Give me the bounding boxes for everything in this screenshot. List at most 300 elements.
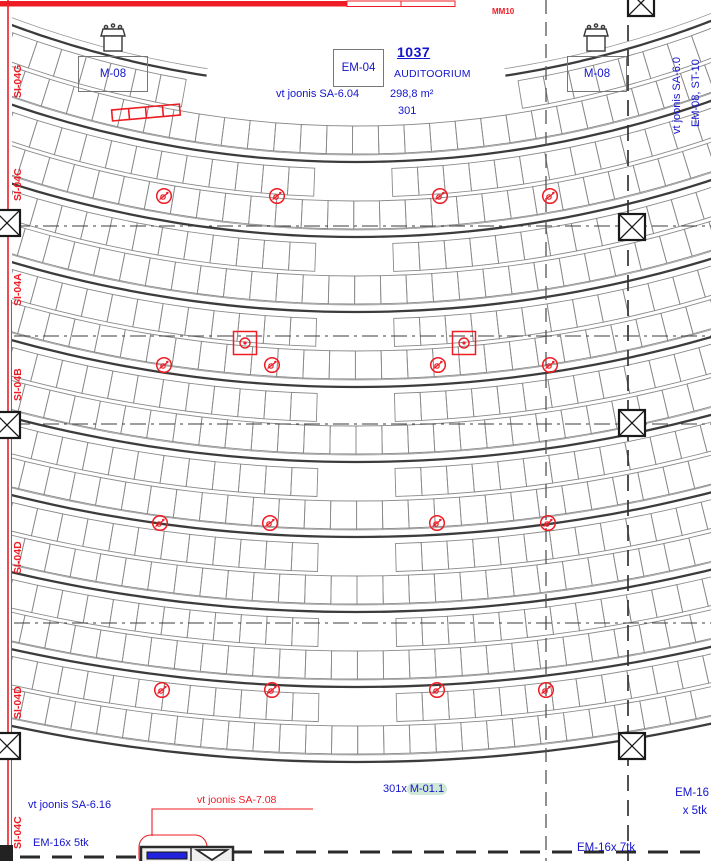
seat xyxy=(689,532,711,565)
seat xyxy=(547,300,577,332)
seat xyxy=(511,489,540,520)
m08-box-left xyxy=(78,56,148,92)
row-edge-arc xyxy=(0,634,711,680)
seat xyxy=(576,675,606,707)
seat xyxy=(159,380,189,411)
seat xyxy=(327,201,353,229)
seat xyxy=(574,447,604,479)
seat xyxy=(224,344,253,374)
seat xyxy=(383,650,410,679)
seat xyxy=(382,500,409,529)
right-edge-ref: vt joonis SA-6.0 xyxy=(671,56,683,134)
seat xyxy=(409,724,436,753)
seat xyxy=(394,317,421,346)
seat xyxy=(277,424,304,453)
seat xyxy=(447,539,475,569)
seat xyxy=(562,558,592,590)
seat xyxy=(550,679,579,710)
seat xyxy=(266,692,293,721)
column-symbol xyxy=(0,733,20,759)
seat xyxy=(252,497,280,527)
seat xyxy=(690,686,711,719)
seat xyxy=(108,371,139,403)
seat xyxy=(199,417,228,448)
seat xyxy=(28,42,61,77)
seat xyxy=(58,667,88,699)
seat xyxy=(563,709,593,740)
seat xyxy=(95,401,126,433)
row-riser-arc xyxy=(0,251,711,312)
seat xyxy=(561,406,591,438)
seat xyxy=(175,716,204,747)
seat xyxy=(648,277,680,311)
seat xyxy=(109,524,139,556)
seat xyxy=(698,263,711,297)
seat xyxy=(662,384,694,418)
column-symbol xyxy=(628,0,654,16)
seat xyxy=(443,163,472,193)
seat xyxy=(247,121,275,151)
seat xyxy=(157,151,187,183)
seat xyxy=(671,192,704,226)
seat xyxy=(276,273,304,302)
seat xyxy=(703,650,711,683)
em04-box xyxy=(333,49,384,87)
seat xyxy=(496,308,525,339)
seat xyxy=(485,417,514,448)
row-edge-arc xyxy=(0,557,711,605)
seat xyxy=(187,610,216,641)
seat xyxy=(184,232,214,263)
seat xyxy=(494,156,524,187)
speaker-symbol xyxy=(543,189,558,204)
seat xyxy=(161,607,190,638)
seat xyxy=(134,452,164,484)
seat xyxy=(96,554,126,586)
seat xyxy=(287,167,314,196)
seat xyxy=(383,575,410,604)
seat xyxy=(121,482,151,514)
seat xyxy=(84,671,114,703)
seat xyxy=(174,565,203,596)
seat xyxy=(212,386,241,416)
column-symbol xyxy=(619,214,645,240)
seat xyxy=(251,422,279,452)
seat xyxy=(133,299,163,331)
seat xyxy=(146,334,176,366)
seat xyxy=(253,723,281,752)
row-edge-arc xyxy=(0,401,711,455)
seat xyxy=(705,56,711,91)
seat xyxy=(0,496,13,530)
projector-icon xyxy=(101,24,125,51)
seat xyxy=(279,649,306,678)
seat xyxy=(575,599,605,631)
seat xyxy=(197,266,226,297)
seat xyxy=(119,253,150,285)
seat xyxy=(486,568,515,598)
seat xyxy=(292,693,319,722)
seat xyxy=(448,690,476,720)
speaker-symbol xyxy=(433,189,448,204)
seat xyxy=(0,610,25,643)
seat xyxy=(683,144,711,179)
bottom-em-right-1: EM-16 xyxy=(675,787,709,799)
seat xyxy=(132,223,163,255)
seat xyxy=(498,534,527,565)
seat xyxy=(196,190,225,221)
seat xyxy=(498,459,527,490)
seat xyxy=(456,194,485,225)
seat xyxy=(302,275,329,304)
seat xyxy=(396,543,423,572)
seat xyxy=(149,713,178,744)
seat xyxy=(357,576,383,604)
seat xyxy=(18,307,50,341)
seat xyxy=(461,721,489,751)
seat xyxy=(238,389,266,419)
seat xyxy=(563,634,593,665)
right-edge-em: EM-08, ST-10 xyxy=(690,59,702,127)
seat xyxy=(186,383,215,414)
seat xyxy=(134,376,164,408)
seat xyxy=(265,541,293,570)
seat xyxy=(688,455,711,489)
seat xyxy=(536,486,566,517)
seat xyxy=(278,499,305,528)
seat xyxy=(266,616,293,645)
seat xyxy=(331,651,357,679)
seat xyxy=(470,236,499,267)
seat xyxy=(122,558,152,590)
section-label-si-04c: SI-04C xyxy=(12,168,24,201)
seat xyxy=(290,392,317,421)
seat xyxy=(459,495,487,525)
seat xyxy=(160,456,190,487)
seat xyxy=(353,126,379,154)
floor-hatch-box xyxy=(141,847,233,861)
seat xyxy=(435,723,463,752)
seat xyxy=(148,638,177,669)
seat xyxy=(520,152,550,184)
seat xyxy=(472,462,501,492)
bottom-ref-mid: vt joonis SA-7.08 xyxy=(197,794,277,806)
seat xyxy=(396,618,423,647)
seat xyxy=(404,123,432,152)
seat xyxy=(263,316,291,346)
seat xyxy=(435,648,463,678)
seat xyxy=(393,242,420,271)
mm10-label: MM10 xyxy=(492,7,515,16)
seat xyxy=(355,351,381,379)
seat xyxy=(417,166,445,196)
seat xyxy=(292,618,319,647)
seat xyxy=(446,464,474,494)
seat xyxy=(135,679,164,710)
seat xyxy=(523,455,553,486)
seat xyxy=(199,493,228,523)
seat xyxy=(486,643,514,673)
seat xyxy=(354,201,380,229)
row-riser-arc xyxy=(0,92,711,162)
seat xyxy=(235,163,264,193)
seat xyxy=(223,269,252,300)
seat xyxy=(70,549,101,581)
seat xyxy=(261,165,289,195)
seat xyxy=(122,634,152,665)
seat xyxy=(148,562,178,593)
speaker-symbol xyxy=(155,683,170,698)
seat xyxy=(511,565,540,596)
seat xyxy=(209,159,238,190)
seat xyxy=(392,167,419,196)
speaker-symbol xyxy=(263,516,278,531)
section-label-si-04g: SI-04G xyxy=(12,64,24,98)
seat xyxy=(278,574,305,603)
seat xyxy=(675,425,707,458)
m08-box-right xyxy=(567,56,627,92)
seat xyxy=(238,464,266,494)
seat xyxy=(395,468,422,497)
seat xyxy=(537,637,566,668)
seat xyxy=(109,600,139,632)
seat xyxy=(409,649,436,678)
seat xyxy=(422,616,449,645)
seat xyxy=(135,603,165,634)
seat xyxy=(161,531,190,562)
seat xyxy=(264,391,292,421)
seat xyxy=(485,492,514,523)
seat xyxy=(109,676,139,707)
seat xyxy=(483,266,512,297)
seat xyxy=(499,610,528,641)
seat xyxy=(444,238,472,268)
seat xyxy=(358,726,384,754)
seat xyxy=(43,236,75,270)
seat xyxy=(538,713,567,744)
seat xyxy=(328,276,354,304)
seat xyxy=(422,691,449,720)
seat xyxy=(214,688,242,718)
seat xyxy=(83,519,114,551)
seat xyxy=(213,613,241,643)
seat xyxy=(305,575,332,604)
seat xyxy=(121,406,151,438)
seat xyxy=(588,553,618,585)
seat xyxy=(432,272,460,302)
seat xyxy=(0,574,12,607)
row-edge-arc xyxy=(0,165,711,230)
seat xyxy=(406,274,434,303)
seat xyxy=(277,349,304,378)
section-label-si-04b: SI-04B xyxy=(12,368,24,401)
seat xyxy=(382,425,409,454)
seat xyxy=(524,607,553,638)
seat xyxy=(330,501,356,529)
seat xyxy=(171,262,201,293)
seat xyxy=(684,222,711,256)
seat xyxy=(173,414,202,445)
seat xyxy=(512,640,541,671)
seat xyxy=(549,527,579,558)
seat xyxy=(650,431,682,464)
seat xyxy=(487,719,515,749)
seat xyxy=(635,236,667,270)
seat xyxy=(433,422,461,452)
seat xyxy=(107,294,138,327)
red-duct-bar xyxy=(0,1,455,7)
seat xyxy=(458,345,486,375)
seat xyxy=(509,338,539,369)
seat xyxy=(608,166,640,200)
seat xyxy=(262,240,290,270)
seat xyxy=(174,641,203,672)
seat xyxy=(537,562,567,593)
seat xyxy=(474,688,502,718)
column-symbol xyxy=(619,733,645,759)
drawing-ref: vt joonis SA-6.04 xyxy=(276,88,360,100)
seat xyxy=(699,341,711,375)
seat xyxy=(96,478,126,510)
room-code: 301 xyxy=(398,105,417,117)
m08-left-label: M-08 xyxy=(99,68,127,80)
seat xyxy=(595,136,627,169)
seat xyxy=(535,334,565,366)
seat xyxy=(187,534,216,565)
column-symbol xyxy=(0,412,20,438)
seat xyxy=(686,300,711,334)
seat xyxy=(301,200,328,229)
seat xyxy=(610,243,642,276)
seat xyxy=(304,425,331,454)
row-edge-arc xyxy=(0,711,711,755)
seat xyxy=(226,571,254,601)
seat xyxy=(430,121,458,151)
seat xyxy=(57,590,88,622)
seat xyxy=(147,486,177,517)
seat xyxy=(446,389,474,419)
seating-rows xyxy=(0,5,711,763)
seat xyxy=(394,392,421,421)
seat xyxy=(506,111,536,143)
seat xyxy=(0,341,13,375)
section-label-si-04d: SI-04D xyxy=(12,541,24,574)
seat xyxy=(253,648,281,677)
seat xyxy=(707,135,711,170)
seat xyxy=(252,573,280,603)
seat xyxy=(200,568,229,598)
seat xyxy=(0,24,13,60)
row-edge-arc xyxy=(0,244,711,305)
seat xyxy=(482,191,511,222)
seat xyxy=(379,200,406,229)
seat xyxy=(384,725,411,754)
seat xyxy=(419,241,447,271)
seat xyxy=(614,701,644,733)
seat xyxy=(30,277,62,311)
seat xyxy=(143,105,174,137)
seat xyxy=(407,349,434,378)
section-label-si-04a: SI-04A xyxy=(12,273,24,306)
seat xyxy=(239,539,267,569)
seat xyxy=(249,196,277,226)
seat xyxy=(357,651,383,679)
room-number: 1037 xyxy=(397,44,431,60)
seat xyxy=(55,206,87,240)
seat xyxy=(250,271,278,301)
seat xyxy=(471,386,500,416)
seat xyxy=(291,468,318,497)
seat xyxy=(620,129,652,163)
seat xyxy=(169,110,199,142)
seat xyxy=(602,671,632,703)
seat xyxy=(434,572,462,602)
seat xyxy=(673,270,706,304)
seat xyxy=(664,538,696,571)
seat xyxy=(291,543,318,572)
seat xyxy=(213,537,241,567)
seat xyxy=(173,490,202,521)
seat xyxy=(97,706,127,738)
seat xyxy=(589,705,619,737)
seat xyxy=(473,612,501,642)
seat xyxy=(4,113,37,148)
seat xyxy=(421,541,449,570)
seat xyxy=(67,164,99,198)
section-label-si-04d: SI-04D xyxy=(12,686,24,719)
seat xyxy=(522,304,552,336)
seat xyxy=(144,182,175,214)
seat xyxy=(396,693,423,722)
seat xyxy=(221,118,250,149)
seat xyxy=(378,125,405,154)
seat xyxy=(186,459,215,490)
speaker-symbol xyxy=(157,189,172,204)
seat xyxy=(135,528,165,559)
seat xyxy=(469,160,498,191)
m08-right-label: M-08 xyxy=(583,68,611,80)
seat xyxy=(158,228,188,260)
seat xyxy=(172,338,202,369)
seat xyxy=(304,500,331,529)
seat xyxy=(70,625,101,657)
seat xyxy=(633,159,665,193)
seat xyxy=(195,114,225,145)
bottom-ref-left: vt joonis SA-6.16 xyxy=(28,799,112,811)
seat xyxy=(274,123,302,153)
seat xyxy=(408,424,435,453)
column-symbol xyxy=(0,210,20,236)
seat-tag-prefix: 301x xyxy=(383,783,407,795)
seat xyxy=(305,650,332,679)
seat xyxy=(380,275,407,304)
seat xyxy=(460,646,488,676)
seat xyxy=(108,447,138,479)
seat xyxy=(381,350,408,379)
seat xyxy=(460,570,488,600)
seat xyxy=(647,200,680,234)
seat xyxy=(701,496,711,530)
seat xyxy=(702,573,711,606)
seat xyxy=(329,351,355,379)
speaker-symbol xyxy=(431,358,446,373)
seat xyxy=(183,156,213,188)
seat xyxy=(83,595,113,627)
seat xyxy=(82,443,113,475)
seat xyxy=(356,426,382,454)
seat xyxy=(156,75,187,107)
seat xyxy=(201,719,229,749)
